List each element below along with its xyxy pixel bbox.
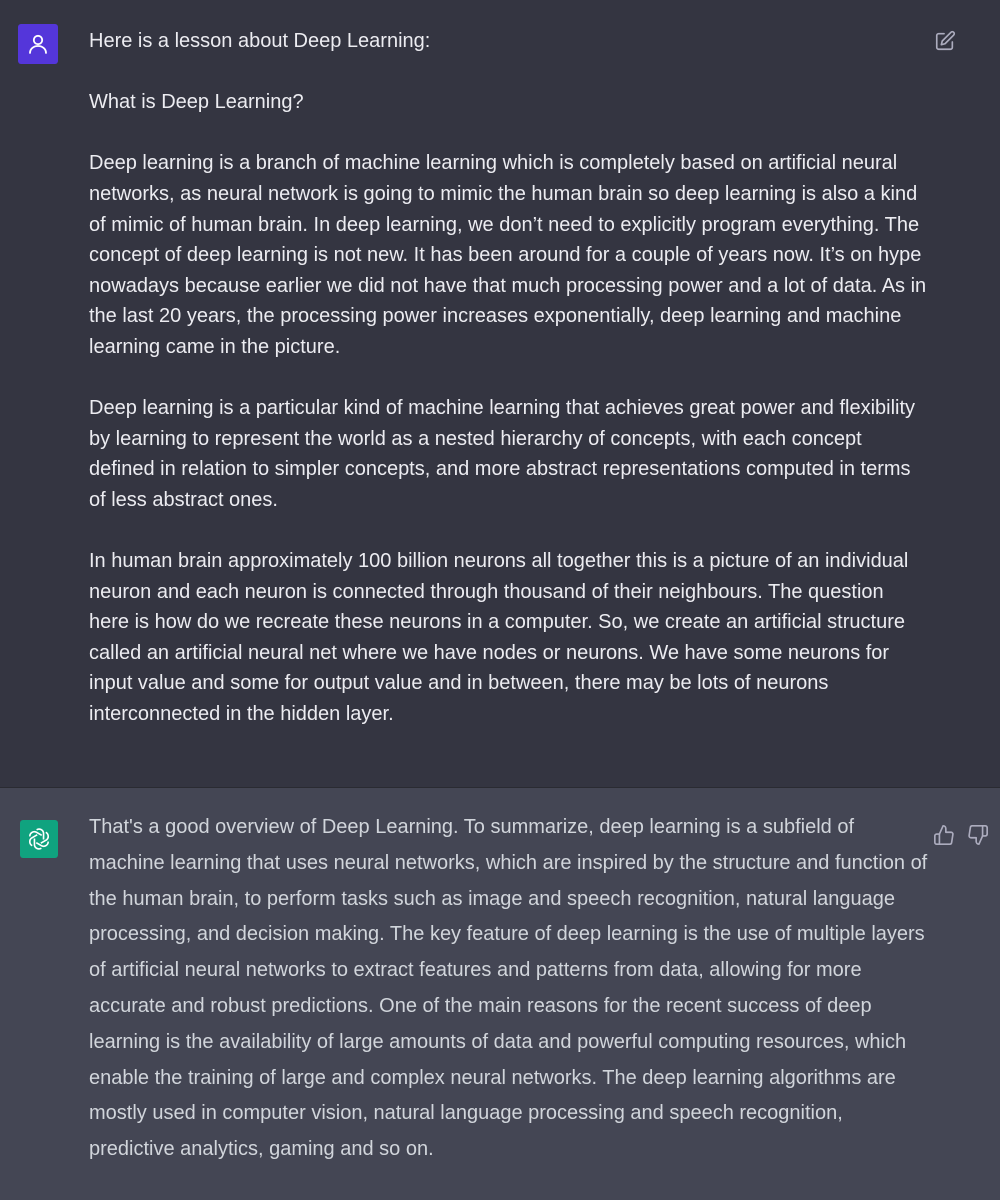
- thumbs-up-button[interactable]: [933, 824, 955, 846]
- user-paragraph: What is Deep Learning?: [89, 91, 304, 114]
- thumbs-down-button[interactable]: [967, 824, 989, 846]
- thumbs-down-icon: [967, 824, 989, 846]
- user-message-text: [89, 26, 929, 760]
- user-paragraph: Deep learning is a branch of machine learning which is completely based on artificial neural networks, as neural network is going to mimic the human brain so deep learning is also a kind of mimic of human brain. In deep learning, we don’t need to explicitly program everything. The concept of deep learning is not new. It has been around for a couple of years now. It’s on hype nowadays because earlier we did not have that much processing power and a lot of data. As in the last 20 years, the processing power increases exponentially, deep learning and machine learning came in the picture.: [89, 152, 927, 358]
- edit-icon: [934, 30, 956, 52]
- feedback-buttons: [933, 824, 989, 846]
- edit-message-button[interactable]: [934, 30, 956, 52]
- user-paragraph: Deep learning is a particular kind of machine learning that achieves great power and flexibility by learning to represent the world as a nested hierarchy of concepts, with each concept defined in relation to simpler concepts, and more abstract representations computed in terms of less abstract ones.: [89, 397, 916, 511]
- assistant-message: [0, 788, 1000, 1200]
- assistant-message-text: [89, 810, 929, 1168]
- thumbs-up-icon: [933, 824, 955, 846]
- user-paragraph: In human brain approximately 100 billion neurons all together this is a picture of an individual neuron and each neuron is connected through thousand of their neighbours. The question here is how do we recreate these neurons in a computer. So, we create an artificial structure called an artificial neural net where we have nodes or neurons. We have some neurons for input value and some for output value and in between, there may be lots of neurons interconnected in the hidden layer.: [89, 550, 909, 726]
- assistant-avatar: [20, 820, 58, 858]
- user-paragraph: Here is a lesson about Deep Learning:: [89, 30, 431, 52]
- openai-logo-icon: [26, 826, 52, 852]
- assistant-paragraph: That's a good overview of Deep Learning. To summarize, deep learning is a subfield of machine learning that uses neural networks, which are inspired by the structure and function of the human brain, to perform tasks such as image and speech recognition, natural language processing, and decision making. The key feature of deep learning is the use of multiple layers of artificial neural networks to extract features and patterns from data, allowing for more accurate and robust predictions. One of the main reasons for the recent success of deep learning is the availability of large amounts of data and powerful computing resources, which enable the training of large and complex neural networks. The deep learning algorithms are mostly used in computer vision, natural language processing and speech recognition, predictive analytics, gaming and so on.: [89, 816, 928, 1161]
- user-avatar: [18, 24, 58, 64]
- user-icon: [26, 32, 50, 56]
